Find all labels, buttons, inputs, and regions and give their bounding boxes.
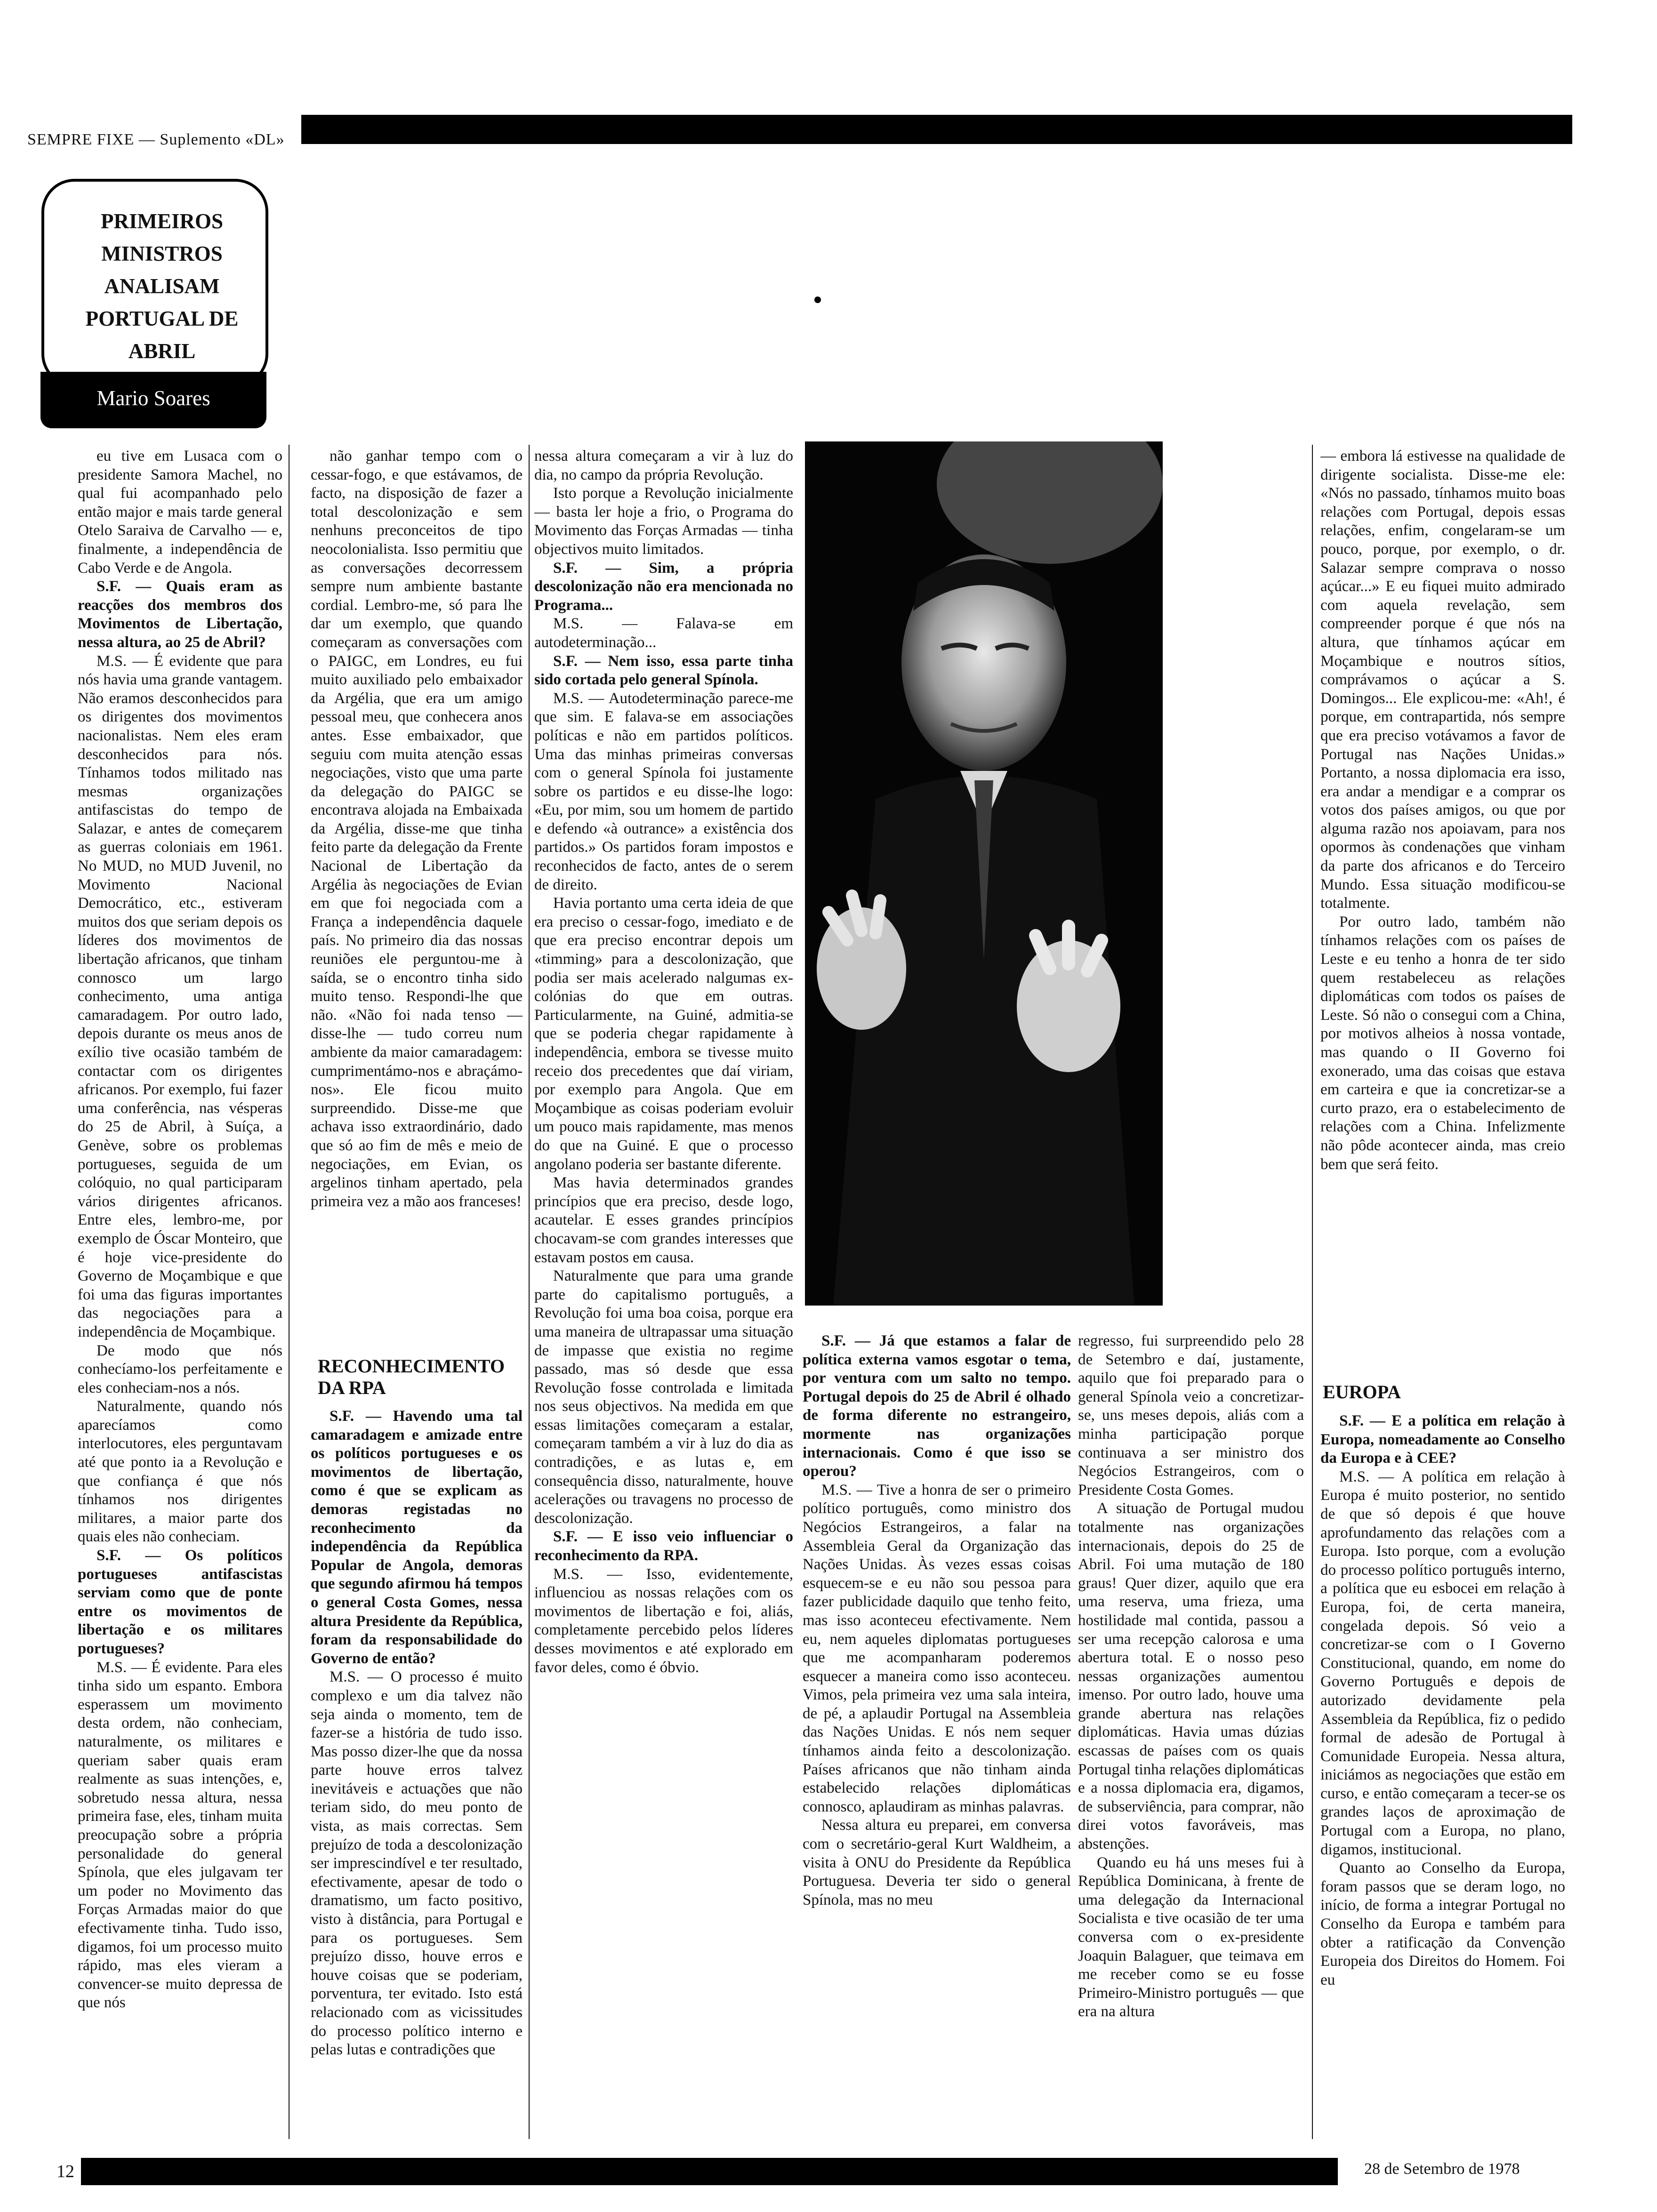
article-column-4: [803, 1332, 1071, 2132]
interview-paragraph: Por outro lado, também não tínhamos relações com os países de Leste e eu tenho a honra de ter sido quem restabeleceu as relações diplomáticas com todos os países de Leste. Só não o consegui com a China, por motivos alheios à nossa vontade, mas quando o II Governo foi exonerado, uma das coisas que estava em carteira e que ia concretizar-se a curto prazo, era o estabelecimento de relações com a China. Infelizmente não pôde acontecer ainda, mas creio bem que será feito.: [1320, 913, 1565, 1173]
interview-paragraph: Nessa altura eu preparei, em conversa com o secretário-geral Kurt Waldheim, a visita à ONU do Presidente da República Portuguesa. Deveria ter sido o general Spínola, mas no meu: [803, 1817, 1071, 1908]
interview-paragraph: regresso, fui surpreendido pelo 28 de Setembro e daí, justamente, aquilo que foi preparado para o general Spínola veio a concretizar-se, uns meses depois, aliás com a minha participação porque continuava a ser ministro dos Negócios Estrangeiros, com o Presidente Costa Gomes.: [1078, 1332, 1304, 1499]
interview-paragraph: M.S. — O processo é muito complexo e um dia talvez não seja ainda o momento, tem de fazer-se a história de tudo isso. Mas posso dizer-lhe que da nossa parte houve erros talvez inevitáveis e actuações que não teriam sido, do meu ponto de vista, as mais correctas. Sem prejuízo de toda a descolonização ser imprescindível e ter resultado, efectivamente, apesar de todo o dramatismo, um facto positivo, visto à distância, para Portugal e para os portugueses. Sem prejuízo disso, houve erros e houve coisas que se poderiam, porventura, ter evitado. Isto está relacionado com as vicissitudes do processo político interno e pelas lutas e contradições que: [311, 1668, 523, 2059]
article-column-2b: [311, 1407, 523, 2132]
interview-paragraph: A situação de Portugal mudou totalmente nas organizações internacionais, depois do 25 de Abril. Foi uma mutação de 180 graus! Quer dizer, aquilo que era uma reserva, uma frieza, uma hostilidade mal contida, passou a ser uma recepção calorosa e uma abertura total. E o nosso peso nessas organizações aumentou imenso. Por outro lado, houve uma grande abertura nas relações diplomáticas. Havia umas dúzias escassas de países com os quais Portugal tinha relações diplomáticas e a nossa diplomacia era, digamos, de subserviência, para comprar, não direi votos favoráveis, mas abstenções.: [1078, 1500, 1304, 1853]
interview-paragraph: não ganhar tempo com o cessar-fogo, e que estávamos, de facto, na disposição de fazer a total descolonização e sem nenhuns preconceitos de tipo neocolonialista. Isso permitiu que as conversações decorressem sempre num ambiente bastante cordial. Lembro-me, só para lhe dar um exemplo, que quando começaram as conversações com o PAIGC, em Londres, eu fui muito auxiliado pelo embaixador da Argélia, que era um amigo pessoal meu, que conhecera anos antes. Esse embaixador, que seguiu com muita atenção essas negociações, visto que uma parte da delegação do PAIGC se encontrava alojada na Embaixada da Argélia, disse-me que tinha feito parte da delegação da Frente Nacional de Libertação da Argélia às negociações de Evian em que foi negociada com a França a independência daquele país. No primeiro dia das nossas reuniões ele perguntou-me à saída, se o encontro tinha sido muito tenso. Respondi-lhe que não. «Não foi nada tenso — disse-lhe — tudo correu num ambiente da maior camaradagem: cumprimentámo-nos e abraçámo-nos». Ele ficou muito surpreendido. Disse-me que achava isso extraordinário, dado que só ao fim de mês e meio de negociações, em Evian, os argelinos tinham apertado, pela primeira vez a mão aos franceses!: [311, 448, 523, 1210]
subheading-europa: EUROPA: [1323, 1381, 1401, 1403]
interview-paragraph: Naturalmente que para uma grande parte do capitalismo português, a Revolução foi uma boa coisa, porque era uma maneira de ultrapassar uma situação de impasse que existia no regime passado, mas só desde que essa Revolução fosse controlada e limitada nos seus objectivos. Na medida em que essas limitações começaram a estalar, começaram também a vir à luz do dia as contradições, e as lutas e, em consequência disso, naturalmente, houve acelerações ou travagens no processo de descolonização.: [534, 1267, 793, 1527]
interview-paragraph: Quanto ao Conselho da Europa, foram passos que se deram logo, no início, de forma a integrar Portugal no Conselho da Europa e também para obter a ratificação da Convenção Europeia dos Direitos do Homem. Foi eu: [1320, 1859, 1565, 1988]
interview-question: S.F. — Nem isso, essa parte tinha sido cortada pelo general Spínola.: [534, 652, 793, 689]
article-column-1: [78, 447, 282, 2127]
interview-paragraph: M.S. — Autodeterminação parece-me que sim. E falava-se em associações políticas e não em partidos políticos. Uma das minhas primeiras conversas com o general Spínola foi justamente sobre os partidos e eu disse-lhe logo: «Eu, por mim, sou um homem de partido e defendo «à outrance» a existência dos partidos.» Os partidos foram impostos e reconhecidos de facto, antes de o serem de direito.: [534, 689, 793, 893]
article-column-2: [311, 447, 523, 1341]
article-column-5: [1078, 1332, 1304, 2132]
interview-paragraph: De modo que nós conhecíamo-los perfeitamente e eles conheciam-nos a nós.: [78, 1342, 282, 1396]
interview-question: S.F. — Sim, a própria descolonização não era mencionada no Programa...: [534, 559, 793, 614]
column-rule: [1312, 445, 1313, 2139]
header-black-bar: [301, 115, 1572, 144]
footer-black-bar: [81, 2158, 1338, 2185]
interview-question: S.F. — Havendo uma tal camaradagem e amizade entre os políticos portugueses e os movimentos de libertação, como é que se explicam as demoras registadas no reconhecimento da independência da República Popular de Angola, demoras que segundo afirmou há tempos o general Costa Gomes, nessa altura Presidente da República, foram da responsabilidade do Governo de então?: [311, 1408, 523, 1667]
interview-question: S.F. — Já que estamos a falar de política externa vamos esgotar o tema, por ventura com um salto no tempo. Portugal depois do 25 de Abril é olhado de forma diferente no estrangeiro, mormente nas organizações internacionais. Como é que isso se operou?: [803, 1332, 1071, 1480]
portrait-photo: [805, 441, 1163, 1306]
subheading-rpa: RECONHECIMENTO DA RPA: [318, 1355, 505, 1398]
interview-question: S.F. — E isso veio influenciar o reconhecimento da RPA.: [534, 1528, 793, 1564]
article-column-6b: [1320, 1412, 1565, 2132]
interview-paragraph: — embora lá estivesse na qualidade de dirigente socialista. Disse-me ele: «Nós no passado, tínhamos muito boas relações com Portugal, depois essas relações, enfim, congelaram-se um pouco, porque, por exemplo, o dr. Salazar sempre comprava o nosso açúcar...» E eu fiquei muito admirado com aquela revelação, sem compreender porque é que nós na altura, que tínhamos açúcar em Moçambique e noutros sítios, comprávamos o açúcar a S. Domingos... Ele explicou-me: «Ah!, é porque, em contrapartida, nós sempre que era preciso votávamos a favor de Portugal nas Nações Unidas.» Portanto, a nossa diplomacia era isso, era andar a mendigar e a comprar os votos dos países amigos, ou que por alguma razão nos apoiavam, para nos opormos às condenações que vinham da parte dos africanos e do Terceiro Mundo. Essa situação modificou-se totalmente.: [1320, 448, 1565, 912]
interview-paragraph: Mas havia determinados grandes princípios que era preciso, desde logo, acautelar. E esses grandes princípios chocavam-se com grandes interesses que estavam postos em causa.: [534, 1174, 793, 1266]
interview-question: S.F. — Quais eram as reacções dos membros dos Movimentos de Libertação, nessa altura, ao 25 de Abril?: [78, 578, 282, 651]
interview-paragraph: M.S. — Isso, evidentemente, influenciou as nossas relações com os movimentos de libertação e foi, aliás, completamente percebido pelos líderes desses movimentos e até explorado em favor deles, como é óbvio.: [534, 1565, 793, 1676]
interview-paragraph: Naturalmente, quando nós aparecíamos como interlocutores, eles perguntavam até que ponto ia a Revolução e que confiança é que nós tínhamos nos dirigentes militares, a maior parte dos quais eles não conheciam.: [78, 1398, 282, 1546]
article-title: PRIMEIROS MINISTROS ANALISAM PORTUGAL DE ABRIL: [85, 209, 239, 363]
interview-paragraph: M.S. — A política em relação à Europa é muito posterior, no sentido de que só depois é que houve aprofundamento das relações com a Europa. Isto porque, com a evolução do processo político português interno, a política que eu esbocei em relação à Europa, foi, de certa maneira, congelada depois. Só veio a concretizar-se com o I Governo Constitucional, quando, em nome do Governo Português e depois de autorizado devidamente pela Assembleia da República, fiz o pedido formal de adesão de Portugal à Comunidade Europeia. Nessa altura, iniciámos as negociações que estão em curso, e então começaram a tecer-se os grandes laços de aproximação de Portugal com a Europa, no plano, digamos, institucional.: [1320, 1468, 1565, 1858]
interview-question: S.F. — E a política em relação à Europa, nomeadamente ao Conselho da Europa e à CEE?: [1320, 1412, 1565, 1467]
column-rule: [289, 445, 290, 2139]
author-name: Mario Soares: [97, 386, 210, 410]
print-speck: [814, 297, 821, 303]
supplement-header-label: SEMPRE FIXE — Suplemento «DL»: [27, 131, 285, 148]
interview-paragraph: nessa altura começaram a vir à luz do dia, no campo da própria Revolução.: [534, 448, 793, 483]
interview-paragraph: M.S. — É evidente que para nós havia uma grande vantagem. Não eramos desconhecidos para os dirigentes dos movimentos nacionalistas. Nem eles eram desconhecidos para nós. Tínhamos todos militado nas mesmas organizações antifascistas do tempo de Salazar, e antes de começarem as guerras coloniais em 1961. No MUD, no MUD Juvenil, no Movimento Nacional Democrático, etc., estiveram muitos dos que seriam depois os líderes dos movimentos de libertação africanos, que tinham connosco um largo conhecimento, uma antiga camaradagem. Por outro lado, depois durante os meus anos de exílio tive ocasião também de contactar com os dirigentes africanos. Por exemplo, fui fazer uma conferência, nas vésperas do 25 de Abril, à Suíça, a Genève, sobre os problemas portugueses, seguida de um colóquio, no qual participaram vários dirigentes africanos. Entre eles, lembro-me, por exemplo de Óscar Monteiro, que é hoje vice-presidente do Governo de Moçambique e que foi uma das figuras importantes das negociações para a independência de Moçambique.: [78, 652, 282, 1340]
article-column-6: [1320, 447, 1565, 1351]
interview-paragraph: Quando eu há uns meses fui à República Dominicana, à frente de uma delegação da Internacional Socialista e tive ocasião de ter uma conversa com o ex-presidente Joaquin Balaguer, que teimava em me receber como se eu fosse Primeiro-Ministro português — que era na altura: [1078, 1854, 1304, 2020]
issue-date: 28 de Setembro de 1978: [1364, 2160, 1520, 2178]
column-rule: [529, 445, 530, 2139]
author-bar: [40, 372, 266, 428]
page-number: 12: [56, 2162, 74, 2181]
interview-paragraph: M.S. — É evidente. Para eles tinha sido um espanto. Embora esperassem um movimento desta ordem, não conheciam, naturalmente, os militares e queriam saber quais eram realmente as suas intenções, e, sobretudo nessa altura, nessa primeira fase, eles, tinham muita preocupação sobre a própria personalidade do general Spínola, que eles julgavam ter um poder no Movimento das Forças Armadas maior do que efectivamente tinha. Tudo isso, digamos, foi um processo muito rápido, mas eles vieram a convencer-se muito depressa de que nós: [78, 1659, 282, 2012]
interview-paragraph: Havia portanto uma certa ideia de que era preciso o cessar-fogo, imediato e de que era preciso encontrar depois um «timming» para a descolonização, que podia ser mais acelerado nalgumas ex-colónias do que em outras. Particularmente, na Guiné, admitia-se que se poderia chegar rapidamente à independência, embora se tivesse muito receio dos precedentes que daí viriam, por exemplo para Angola. Que em Moçambique as coisas poderiam evoluir um pouco mais rapidamente, mas menos do que na Guiné. E que o processo angolano poderia ser bastante diferente.: [534, 895, 793, 1173]
interview-paragraph: M.S. — Tive a honra de ser o primeiro político português, como ministro dos Negócios Estrangeiros, a falar na Assembleia Geral da Organização das Nações Unidas. Às vezes essas coisas esquecem-se e eu não sou pessoa para fazer publicidade daquilo que tenho feito, mas isso aconteceu efectivamente. Nem eu, nem aqueles diplomatas portugueses que me acompanharam poderemos esquecer a maneira como isso aconteceu. Vimos, pela primeira vez uma sala inteira, de pé, a aplaudir Portugal na Assembleia das Nações Unidas. E nós nem sequer tínhamos ainda feito a descolonização. Países africanos que não tinham ainda estabelecido relações diplomáticas connosco, aplaudiram as minhas palavras.: [803, 1481, 1071, 1815]
interview-paragraph: eu tive em Lusaca com o presidente Samora Machel, no qual fui acompanhado pelo então major e mais tarde general Otelo Saraiva de Carvalho — e, finalmente, a independência de Cabo Verde e de Angola.: [78, 448, 282, 577]
interview-paragraph: M.S. — Falava-se em autodeterminação...: [534, 615, 793, 651]
article-column-3: [534, 447, 793, 2127]
interview-question: S.F. — Os políticos portugueses antifascistas serviam como que de ponte entre os movimentos de libertação e os militares portugueses?: [78, 1547, 282, 1657]
interview-paragraph: Isto porque a Revolução inicialmente — basta ler hoje a frio, o Programa do Movimento das Forças Armadas — tinha objectivos muito limitados.: [534, 485, 793, 558]
title-box: [41, 179, 268, 387]
